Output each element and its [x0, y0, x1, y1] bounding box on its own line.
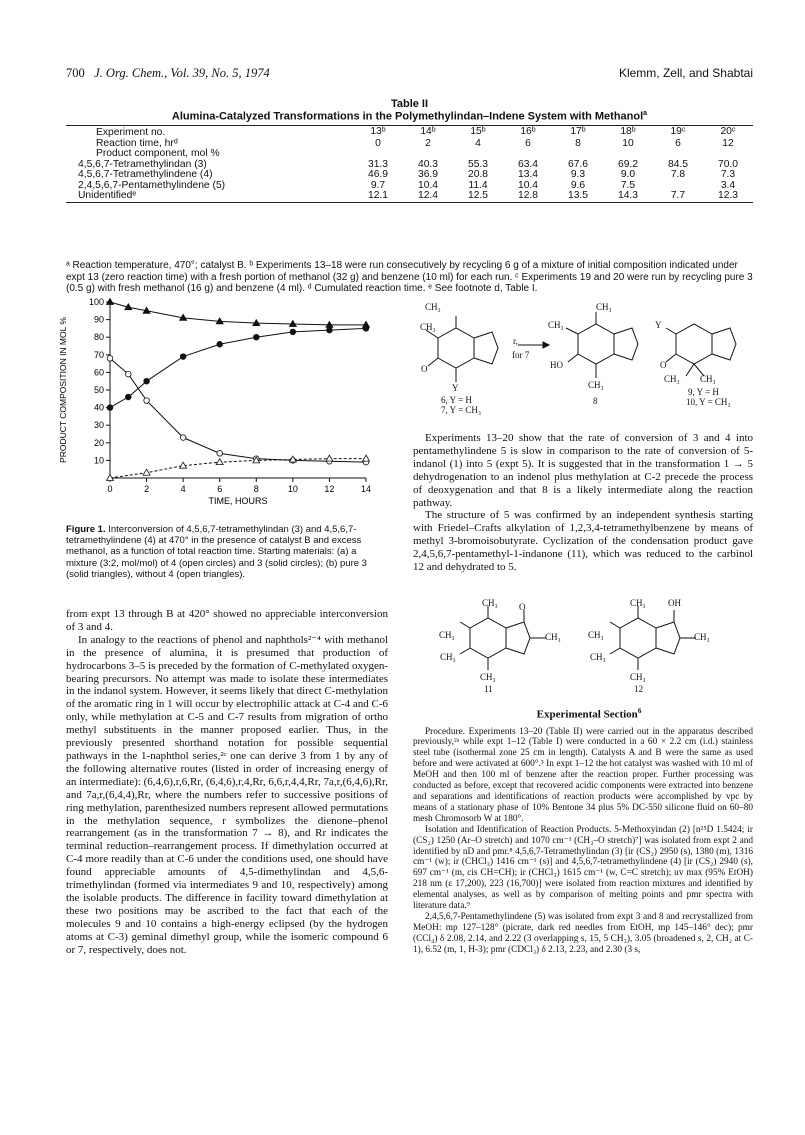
table-cell: 12.4 [417, 190, 439, 201]
y-tick-label: 40 [93, 402, 104, 413]
row-label: 4,5,6,7-Tetramethylindan (3) [78, 158, 207, 170]
table-cell [553, 149, 603, 160]
data-point [253, 334, 259, 340]
table-cell: 40.3 [417, 158, 439, 170]
table-cell [453, 149, 503, 160]
data-point [125, 371, 131, 377]
data-point [144, 378, 150, 384]
table-cell [353, 149, 403, 160]
struct-ch3: CH₃ [420, 322, 436, 332]
table-row [66, 149, 753, 160]
table-label: Table II [390, 98, 429, 110]
struct-label-9: 9, Y = H [688, 387, 719, 397]
table-cell [703, 149, 753, 160]
right-paragraph-2: The structure of 5 was confirmed by an independent synthesis starting with Friedel–Crafts alkylation of 1,2,3,4-tetramethylbenzene by means of methyl 3-bromoisobutyrate. Cyclization of the condensation product gave 2,4,5,6,7-pentamethyl-1-indanone (11), which was reduced to the carbinol 12 and dehydrated to 5. [413, 509, 753, 574]
isolation-paragraph: Isolation and Identification of Reaction Products. 5-Methoxyindan (2) [n²⁵D 1.5424; ir (CS₂) 1250 (Ar–O stretch) and 1070 cm⁻¹ (CH₃–O stretch)⁷] was isolated from expt 2 and identified by nD and pmr.⁸ 4,5,6,7-Tetramethylindan (3) [ir (CS₂) 2950 (s), 1380 (m), 1316 cm⁻¹ (w); ir (CHCl₃) 1416 cm⁻¹ (s)] and 4,5,6,7-tetramethylindene (4) [ir (CS₂) 2940 (s), 697 cm⁻¹ (m, cis CH=CH); ir (CHCl₃) 1615 cm⁻¹ (w, C=C stretch); uv max (95% EtOH) 218 nm (ε 17,200), 223 (16,700)] were isolated from reaction mixtures and identified by elemental analyses, as well as by comparison of melting points and pmr spectra with literature data.⁹ [413, 824, 753, 912]
page-number-journal: 700 J. Org. Chem., Vol. 39, No. 5, 1974 [66, 66, 270, 80]
table-cell: 6 [675, 137, 681, 149]
row-label: Unidentifiedᵉ [78, 190, 137, 201]
data-point [217, 341, 223, 347]
struct-ch3: CH₃ [440, 652, 456, 662]
struct-ch3: CH₃ [596, 302, 612, 312]
table-row [66, 191, 753, 202]
section-title: Experimental Section$^6$ [536, 707, 642, 721]
table-row [66, 181, 753, 192]
struct-ch3: CH₃ [630, 598, 646, 608]
data-point [217, 451, 223, 457]
table-cell: 84.5 [667, 158, 689, 170]
data-point [327, 327, 333, 333]
procedure-paragraph: Procedure. Experiments 13–20 (Table II) were carried out in the apparatus described previously,²ᵃ while expt 1–12 (Table I) were conducted in a 60 × 2.2 cm (i.d.) stainless steel tube (isothermal zone 25 cm in length). Catalysts A and B were the same as used before and were activated at 600°.³ In expt 1–12 the hot catalyst was washed with 10 ml of MeOH and then 100 ml of benzene after the reaction proper. Further processing was conducted as before, except that recovered acidic components were extracted into benzene and separations and identifications of reaction products were accomplished by vpc by means of a stationary phase of 10% Bentone 34 plus 5% DC-550 silicone fluid on 60–80 mesh Chromosorb W at 180°. [413, 726, 753, 824]
x-tick-label: 2 [144, 484, 150, 494]
data-point [143, 469, 150, 475]
data-point [363, 326, 369, 332]
table-cell: 14ᵇ [420, 126, 436, 137]
table-cell: 12.8 [517, 190, 539, 201]
table-cell: 6 [525, 137, 531, 149]
arrow-label-top: r, [513, 336, 518, 346]
table-cell: 7.5 [620, 179, 636, 191]
struct-ch3: CH₃ [630, 672, 646, 682]
table-cell: 63.4 [517, 158, 539, 170]
table-title: Alumina-Catalyzed Transformations in the Polymethylindan–Indene System with Methanol$^a$ [171, 110, 648, 123]
struct-ch3: CH₃ [482, 598, 498, 608]
table-cell: 14.3 [617, 190, 639, 201]
table-cell: 13ᵇ [370, 126, 386, 137]
table-cell: 18ᵇ [620, 126, 636, 137]
table-cell: 36.9 [417, 169, 439, 180]
y-tick-label: 50 [93, 385, 104, 395]
data-table [66, 125, 753, 203]
struct-ch3: CH₃ [664, 374, 680, 384]
running-authors: Klemm, Zell, and Shabtai [618, 66, 753, 80]
table-cell: 7.7 [670, 190, 686, 201]
structures-11-12 [430, 596, 740, 696]
struct-ch3: CH₃ [588, 630, 604, 640]
y-axis-label: PRODUCT COMPOSITION IN MOL % [58, 317, 68, 463]
x-tick-label: 14 [360, 484, 372, 494]
table-cell: 46.9 [367, 169, 389, 180]
struct-ch3: CH₃ [425, 302, 441, 312]
table-cell: 12.3 [717, 190, 739, 201]
line-chart [56, 294, 386, 524]
left-paragraph-2: In analogy to the reactions of phenol and naphthols²⁻⁴ with methanol in the presence of alumina, it is presumed that production of hydrocarbons 3–5 is preceded by the formation of C-methylated oxygen-bearing precursors. No attempt was made to isolate these intermediates in the indanol system. However, it seems likely that direct C-methylation of the aromatic ring in 1 will occur by electrophilic attack at C-4 and C-6 only, while methylation at C-5 and C-7 results from migration of ortho methyl substituents in the manner proposed earlier. Thus, in the previously presented shorthand notation for possible sequential pathways in the 1-naphthol series,²ᶜ one can derive 3 from 1 by any of the following alternative routes (listed in order of increasing energy of an intermediate): (6,4,6),r,6,Rr, (6,4,6),r,4,Rr, 6,6,r,4,4,Rr, 7a,r,(6,4,6),Rr, and 7a,r,(6,4,4),Rr, where the numbers refer to successive positions of ring methylation, parenthesized numbers represent allowed permutations in the methylation sequence, r symbolizes the dienone–phenol rearrangement (as in the transformation 7 → 8), and Rr indicates the terminal reduction–rearrangement process. If dimethylation occurred at C-4 more readily than at C-6 under the conditions used, one should have found appreciable amounts of 4,5-dimethylindan and 4,5,6-trimethylindan (formed via intermediates 9 and 10, respectively) among the isolable products. The difference in facility toward dimethylation at these two positions may be ascribed to the fact that each of the molecules 9 and 10 contains a high-energy eclipsed (by the hydrogen atoms at C-3) geminal dimethyl group, while the isomeric compound 6 or 7, respectively, does not. [66, 633, 388, 956]
table-cell: 67.6 [567, 158, 589, 170]
struct-y: Y [655, 320, 662, 330]
data-point [363, 455, 370, 461]
row-label: 4,5,6,7-Tetramethylindene (4) [78, 169, 213, 180]
x-tick-label: 6 [217, 484, 223, 494]
struct-label-8: 8 [593, 396, 598, 406]
table-cell [603, 149, 653, 160]
table-cell [653, 149, 703, 160]
table-cell: 17ᵇ [570, 126, 586, 137]
struct-label-12: 12 [634, 684, 643, 694]
x-tick-label: 4 [180, 484, 186, 494]
table-cell: 9.0 [620, 169, 636, 180]
experimental-section [413, 706, 753, 956]
data-point [144, 398, 150, 404]
y-tick-label: 90 [93, 314, 104, 325]
struct-y: Y [452, 383, 459, 393]
table-cell: 10 [622, 137, 634, 149]
page-header [66, 66, 753, 84]
right-paragraph-1: Experiments 13–20 show that the rate of conversion of 3 and 4 into pentamethylindene 5 is slow in comparison to the rate of conversion of 5-indanol (1) into 5 (expt 5). It is suggested that in the transformation 1 → 5 dehydrogenation to an indenol plus methylation at C-2 precede the process of deoxygenation and that 8 is a likely intermediate along the reaction pathway. [413, 432, 753, 509]
table-cell: 9.7 [370, 179, 386, 191]
x-tick-label: 0 [107, 484, 113, 494]
struct-ch3: CH₃ [700, 374, 716, 384]
pentamethylindene-paragraph: 2,4,5,6,7-Pentamethylindene (5) was isolated from expt 3 and 8 and recrystallized from MeOH: mp 127–128° (picrate, dark red needles from EtOH, mp 145–146° dec); pmr (CCl₄) δ 2.08, 2.14, and 2.22 (3 overlapping s, 15, 5 CH₃), 3.05 (broadened s, 2, CH₂ at C-1), 6.52 (m, 1, H-3); pmr (CDCl₃) δ 2.13, 2.23, and 2.30 (3 s, [413, 911, 753, 955]
data-point [216, 459, 223, 465]
y-tick-label: 60 [93, 367, 104, 378]
table-cell: 11.4 [468, 179, 488, 191]
table-cell [403, 149, 453, 160]
left-column [66, 608, 388, 956]
table-cell: 13.4 [517, 169, 539, 180]
table-cell: 12.1 [367, 190, 389, 201]
data-point [290, 329, 296, 335]
y-tick-label: 80 [93, 332, 104, 343]
table-cell: 9.6 [570, 179, 586, 191]
struct-o: O [519, 602, 526, 612]
data-point [107, 405, 113, 411]
struct-label-7: 7, Y = CH₃ [441, 405, 482, 415]
table-cell: 69.2 [617, 158, 639, 170]
struct-ho: HO [550, 360, 563, 370]
x-tick-label: 10 [287, 484, 298, 494]
struct-ch3: CH₃ [480, 672, 496, 682]
table-cell: 10.4 [417, 179, 439, 191]
table-cell: 20ᶜ [720, 126, 736, 137]
table-cell: 20.8 [467, 169, 489, 180]
row-label: 2,4,5,6,7-Pentamethylindene (5) [78, 179, 226, 191]
table-cell: 13.5 [567, 190, 589, 201]
struct-label-10: 10, Y = CH₃ [686, 397, 731, 407]
table-cell: 7.8 [670, 169, 686, 180]
data-point [125, 394, 131, 400]
table-cell: 9.3 [570, 169, 586, 180]
table-footnotes: ᵃ Reaction temperature, 470°; catalyst B. ᵇ Experiments 13–18 were run consecutively by recycling 6 g of a mixture of initial composition indicated under expt 13 (zero reaction time) with a fresh portion of methanol (32 g) and benzene (10 ml) for each run. ᶜ Experiments 19 and 20 were run by recycling pure 3 (0.5 g) with fresh methanol (16 g) and benzene (4 ml). ᵈ Cumulated reaction time. ᵉ See footnote d, Table I. [66, 260, 753, 295]
struct-o: O [660, 360, 667, 370]
table-cell: 70.0 [717, 158, 739, 170]
x-tick-label: 12 [324, 484, 335, 494]
data-point [326, 455, 333, 461]
struct-ch3: CH₃ [590, 652, 606, 662]
table-cell: 15ᵇ [470, 126, 486, 137]
series-line [110, 358, 366, 462]
row-label: Product component, mol % [96, 148, 220, 159]
table-cell: 4 [475, 137, 481, 149]
table-cell [503, 149, 553, 160]
y-tick-label: 20 [93, 437, 104, 448]
data-point [107, 356, 113, 362]
figure-caption: Figure 1. Interconversion of 4,5,6,7-tetramethylindan (3) and 4,5,6,7-tetramethylindene (4) at 470° in the presence of catalyst B and excess methanol, as a function of total reaction time. Starting materials: (a) a mixture (3:2, mol/mol) of 4 (open circles) and 3 (solid circles); (b) pure 3 (solid triangles), without 4 (open triangles). [66, 524, 367, 580]
table-cell: 16ᵇ [520, 126, 536, 137]
data-point [180, 435, 186, 441]
struct-label-6: 6, Y = H [441, 395, 472, 405]
x-axis-label: TIME, HOURS [208, 496, 268, 506]
table-cell: 12 [722, 137, 734, 149]
table-cell: 19ᶜ [670, 126, 686, 137]
struct-o: O [421, 364, 428, 374]
struct-ch3: CH₃ [545, 632, 561, 642]
x-tick-label: 8 [253, 484, 259, 494]
right-column-top [413, 432, 753, 574]
row-label: Reaction time, hrᵈ [96, 137, 178, 149]
struct-ch3: CH₃ [588, 380, 604, 390]
table-cell: 2 [425, 137, 431, 149]
table-cell: 31.3 [367, 158, 389, 170]
struct-ch3: CH₃ [694, 632, 710, 642]
arrow-label-bottom: for 7 [512, 350, 530, 360]
y-tick-label: 100 [88, 297, 104, 307]
left-paragraph-1: from expt 13 through B at 420° showed no appreciable interconversion of 3 and 4. [66, 608, 388, 633]
table-cell: 10.4 [517, 179, 539, 191]
struct-ch3: CH₃ [548, 320, 564, 330]
table-cell: 8 [575, 137, 581, 149]
row-label: Experiment no. [96, 127, 166, 138]
table-cell: 55.3 [467, 158, 489, 170]
y-tick-label: 70 [93, 349, 104, 360]
table-cell: 7.3 [720, 169, 736, 180]
table-row [66, 170, 753, 181]
y-tick-label: 10 [93, 455, 104, 466]
table-cell: 12.5 [467, 190, 489, 201]
struct-label-11: 11 [484, 684, 493, 694]
table-cell: 0 [375, 137, 381, 149]
struct-oh: OH [668, 598, 681, 608]
data-point [180, 354, 186, 360]
table-row [66, 126, 753, 139]
y-tick-label: 30 [93, 420, 104, 431]
table-cell: 3.4 [720, 179, 736, 191]
struct-ch3: CH₃ [439, 630, 455, 640]
series-line [110, 328, 366, 407]
